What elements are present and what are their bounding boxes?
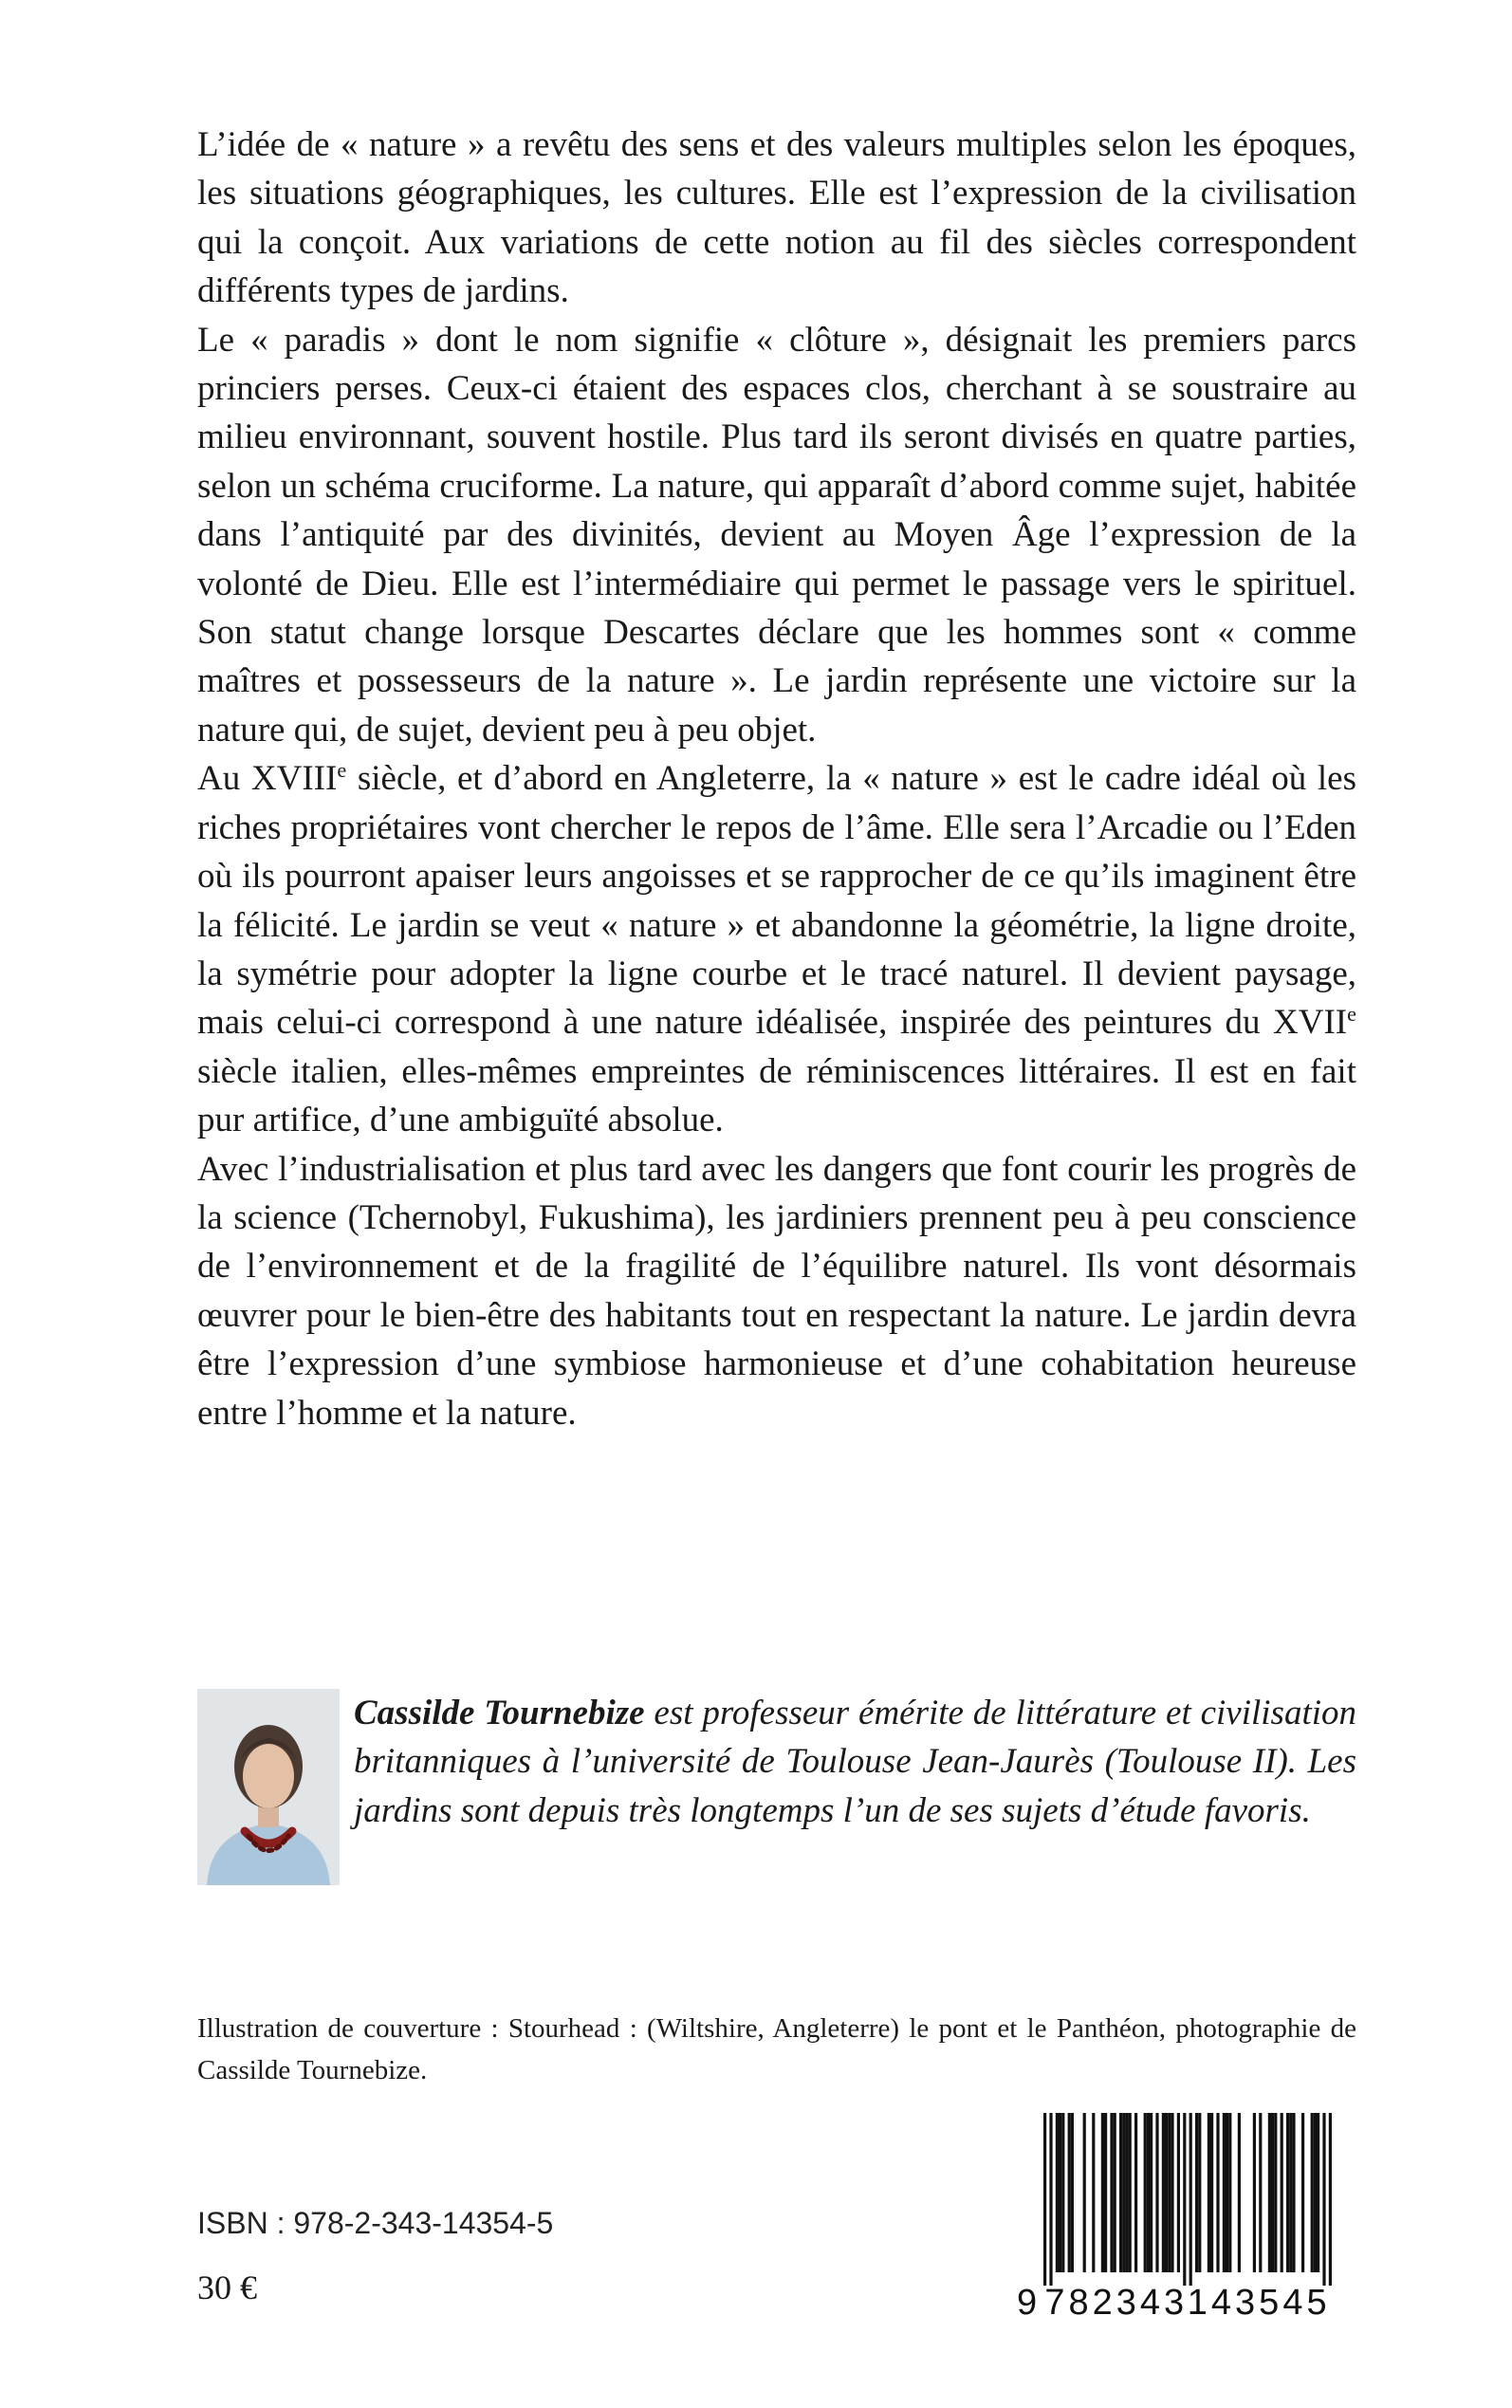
author-description: est professeur émérite de littérature et civilisation britanniques à l’université de Toulouse Jean-Jaurès (Toulouse II). Les jardins sont depuis très longtemps l’un de ses sujets d’étude favoris. [354,1694,1356,1830]
barcode-bar [1183,2113,1186,2286]
paragraph-1: L’idée de « nature » a revêtu des sens et des valeurs multiples selon les époques, les situations géographiques, les cultures. Elle est l’expression de la civilisation qui la conçoit. Aux variations de cette notion au fil des siècles correspondent différents types de jardins. [197,125,1356,311]
barcode-bar [1168,2113,1171,2272]
barcode-bar [1114,2113,1116,2272]
barcode-bar [1125,2113,1128,2272]
barcode-bar [1286,2113,1289,2272]
barcode-bar [1311,2113,1314,2272]
barcode-bar [1129,2113,1132,2272]
barcode-bar [1122,2113,1125,2272]
barcode-bar [1274,2113,1277,2272]
barcode-bar [1162,2113,1165,2272]
author-bio-text [354,1689,1356,1835]
barcode-bar [1092,2113,1095,2272]
barcode-bar [1068,2113,1071,2272]
barcode-bar [1210,2113,1213,2272]
barcode-bar [1208,2113,1210,2272]
paragraph-4: Avec l’industrialisation et plus tard avec les dangers que font courir les progrès de la science (Tchernobyl, Fukushima), les jardiniers prennent peu à peu conscience de l’environnement et de la fragilité de l’équilibre naturel. Ils vont désormais œuvrer pour le bien-être des habitants tout en respectant la nature. Le jardin devra être l’expression d’une symbiose harmonieuse et d’une cohabitation heureuse entre l’homme et la nature. [197,1149,1356,1433]
barcode-bar [1059,2113,1061,2272]
barcode-digits-left: 782343 [1044,2283,1189,2320]
barcode [1015,2111,1356,2320]
barcode-bar [1195,2113,1198,2272]
barcode-bar [1314,2113,1317,2272]
barcode-bar [1101,2113,1104,2272]
barcode-bars [1043,2113,1332,2286]
barcode-bar [1147,2113,1150,2272]
barcode-bar [1134,2113,1137,2272]
barcode-bar [1226,2113,1228,2272]
ordinal-superscript: e [337,757,347,782]
barcode-bar [1329,2113,1332,2286]
cover-illustration-caption: Illustration de couverture : Stourhead : (Wiltshire, Angleterre) le pont et le Panthéon, photographie de Cassilde Tournebize. [197,2013,1356,2085]
author-name: Cassilde Tournebize [354,1694,645,1732]
barcode-bar [1268,2113,1271,2272]
paragraph-2: Le « paradis » dont le nom signifie « clôture », désignait les premiers parcs princiers perses. Ceux-ci étaient des espaces clos, cherchant à se soustraire au milieu environnant, souvent hostile. Plus tard ils seront divisés en quatre parties, selon un schéma cruciforme. La nature, qui apparaît d’abord comme sujet, habitée dans l’antiquité par des divinités, devient au Moyen Âge l’expression de la volonté de Dieu. Elle est l’intermédiaire qui permet le passage vers le spirituel. Son statut change lorsque Descartes déclare que les hommes sont « comme maîtres et possesseurs de la nature ». Le jardin représente une victoire sur la nature qui, de sujet, devient peu à peu objet. [197,320,1356,750]
barcode-bar [1104,2113,1107,2272]
barcode-bar [1110,2113,1113,2272]
barcode-bar [1223,2113,1226,2272]
barcode-bar [1061,2113,1064,2272]
barcode-bar [1301,2113,1304,2272]
barcode-bar [1155,2113,1158,2272]
barcode-bar [1271,2113,1274,2272]
barcode-bar [1238,2113,1241,2272]
barcode-bar [1119,2113,1122,2272]
barcode-bar [1292,2113,1295,2272]
barcode-bar [1071,2113,1074,2272]
barcode-digits-right: 143545 [1187,2283,1331,2320]
barcode-bar [1322,2113,1325,2286]
barcode-bar [1177,2113,1180,2272]
ordinal-superscript: e [1347,1002,1356,1026]
isbn: ISBN : 978-2-343-14354-5 [197,2206,554,2240]
paragraph-3-part-b: siècle, et d’abord en Angleterre, la « nature » est le cadre idéal où les riches propriétaires vont chercher le repos de l’âme. Elle sera l’Arcadie ou l’Eden où ils pourront apaiser leurs angoisses et se rapprocher de ce qu’ils imaginent être la félicité. Le jardin se veut « nature » et abandonne la géométrie, la ligne droite, la symétrie pour adopter la ligne courbe et le tracé naturel. Il devient paysage, mais celui-ci correspond à une nature idéalisée, inspirée des peintures du XVII [197,759,1357,1043]
barcode-bar [1259,2113,1262,2272]
barcode-bar [1281,2113,1283,2272]
paragraph-3-part-c: siècle italien, elles-mêmes empreintes de réminiscences littéraires. Il est en fait pur artifice, d’une ambiguïté absolue. [197,1051,1356,1140]
main-text [197,120,1356,1437]
barcode-bar [1189,2113,1192,2286]
barcode-bar [1253,2113,1256,2272]
barcode-bar [1317,2113,1319,2272]
barcode-bar [1228,2113,1231,2272]
barcode-bar [1083,2113,1086,2272]
barcode-digit-lead: 9 [1017,2283,1038,2320]
barcode-bar [1150,2113,1152,2272]
author-photo [197,1689,340,1885]
barcode-bar [1165,2113,1168,2272]
barcode-bar [1056,2113,1059,2272]
barcode-bar [1049,2113,1052,2286]
price: 30 € [197,2269,257,2306]
barcode-bar [1043,2113,1046,2286]
barcode-bar [1171,2113,1173,2272]
barcode-bar [1144,2113,1147,2272]
barcode-bar [1198,2113,1201,2272]
paragraph-3 [197,754,1356,1144]
barcode-bar [1216,2113,1219,2272]
author-portrait-icon [197,1689,340,1885]
paragraph-3-part-a: Au XVIII [197,759,338,799]
barcode-bar [1289,2113,1292,2272]
